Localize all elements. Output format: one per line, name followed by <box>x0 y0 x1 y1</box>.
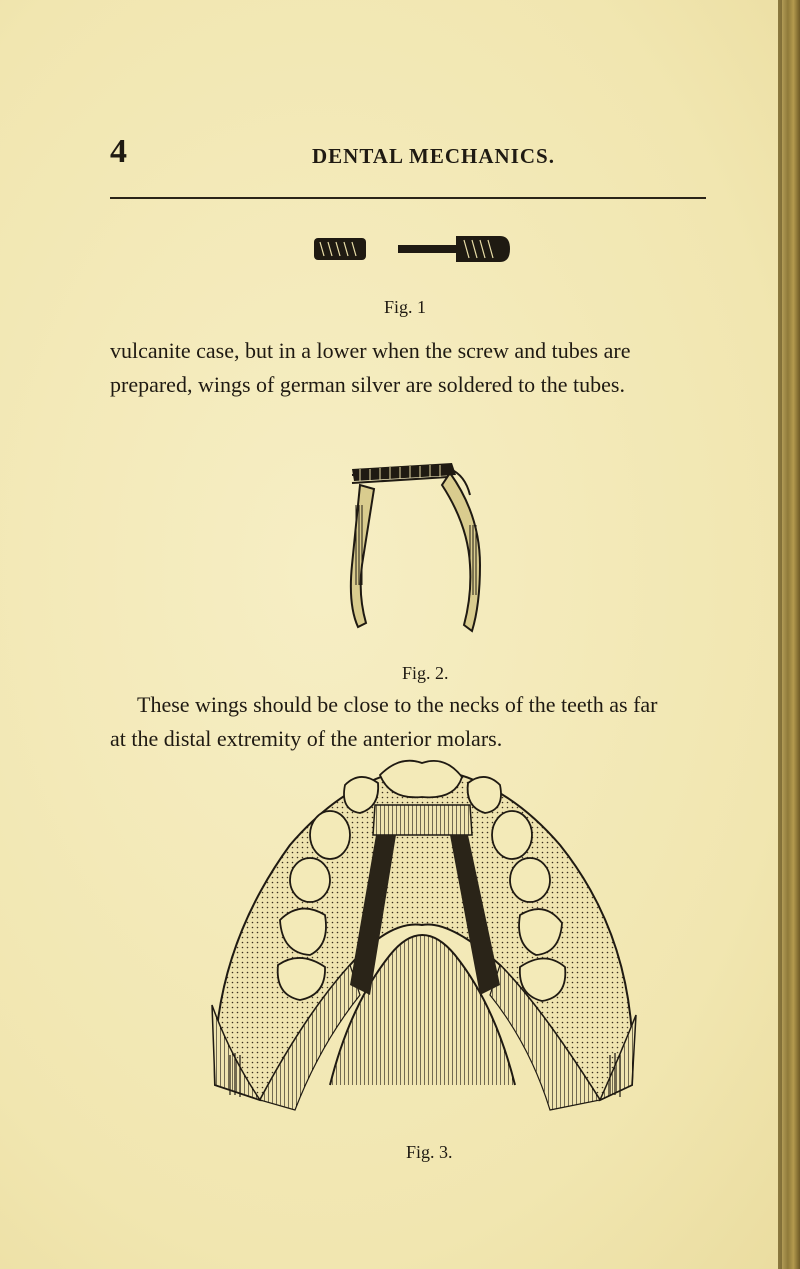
figure-1-caption: Fig. 1 <box>384 297 427 317</box>
figure-3-caption: Fig. 3. <box>406 1142 453 1162</box>
paragraph-1 <box>110 334 720 402</box>
paragraph-2 <box>110 688 747 756</box>
paragraph-2-line-1: These wings should be close to the necks of the teeth as far <box>137 692 658 717</box>
figure-2-german-silver-wings <box>330 455 500 640</box>
tube-icon <box>398 236 510 262</box>
paragraph-2-line-2: at the distal extremity of the anterior molars. <box>110 726 503 751</box>
paragraph-1-line-1: vulcanite case, but in a lower when the screw and tubes are <box>110 338 631 363</box>
screw-icon <box>314 238 366 260</box>
figure-2-caption: Fig. 2. <box>402 663 449 683</box>
header-rule <box>110 197 706 199</box>
page-number: 4 <box>110 133 127 170</box>
book-page-edge-shadow <box>778 0 782 1269</box>
paragraph-1-line-2: prepared, wings of german silver are soldered to the tubes. <box>110 372 625 397</box>
figure-3-lower-plate-with-teeth <box>200 755 645 1125</box>
figure-1-screw-and-tube <box>310 232 530 268</box>
running-head: DENTAL MECHANICS. <box>312 144 555 168</box>
